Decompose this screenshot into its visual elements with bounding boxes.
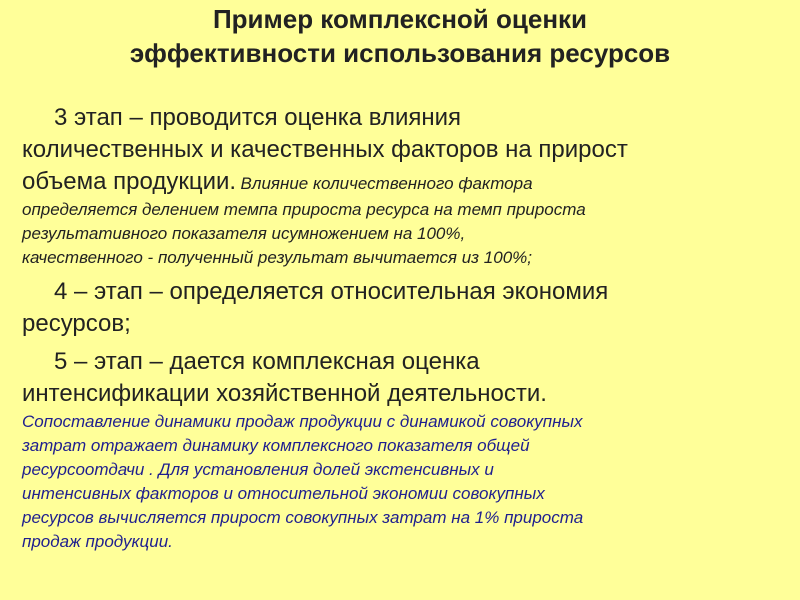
stage-3-note-line-2: определяется делением темпа прироста ресурса на темп прироста: [22, 200, 586, 219]
stage-3-paragraph: [22, 102, 792, 270]
title-line-1: Пример комплексной оценки: [212, 4, 588, 34]
stage-5-note-line-3: ресурсоотдачи . Для установления долей экстенсивных и: [22, 460, 494, 479]
stage-5-note-line-1: Сопоставление динамики продаж продукции с динамикой совокупных: [22, 412, 583, 431]
stage-5-note-line-5: ресурсов вычисляется прирост совокупных затрат на 1% прироста: [22, 508, 584, 527]
stage-4-paragraph: [22, 276, 792, 340]
stage-5-line-2: интенсификации хозяйственной деятельности.: [22, 380, 547, 407]
stage-4-line-2: ресурсов;: [22, 310, 131, 337]
stage-3-note-line-3: результативного показателя исумножением на 100%,: [22, 224, 466, 243]
stage-5-line-1: 5 – этап – дается комплексная оценка: [54, 348, 480, 375]
title-line-2: эффективности использования ресурсов: [129, 38, 671, 68]
stage-3-line-3: объема продукции.: [22, 168, 237, 195]
slide-content: [22, 102, 792, 560]
stage-3-line-1: 3 этап – проводится оценка влияния: [54, 104, 462, 131]
stage-5-note-line-4: интенсивных факторов и относительной экономии совокупных: [22, 484, 545, 503]
stage-5-note-line-6: продаж продукции.: [22, 532, 173, 551]
stage-5-note-line-2: затрат отражает динамику комплексного показателя общей: [22, 436, 530, 455]
stage-4-line-1: 4 – этап – определяется относительная экономия: [54, 278, 609, 305]
slide-title: [0, 2, 800, 70]
stage-3-note-part-1: Влияние количественного фактора: [240, 174, 533, 193]
stage-5-paragraph: [22, 346, 792, 554]
stage-3-line-2: количественных и качественных факторов на прирост: [22, 136, 628, 163]
stage-3-note-line-4: качественного - полученный результат вычитается из 100%;: [22, 248, 533, 267]
